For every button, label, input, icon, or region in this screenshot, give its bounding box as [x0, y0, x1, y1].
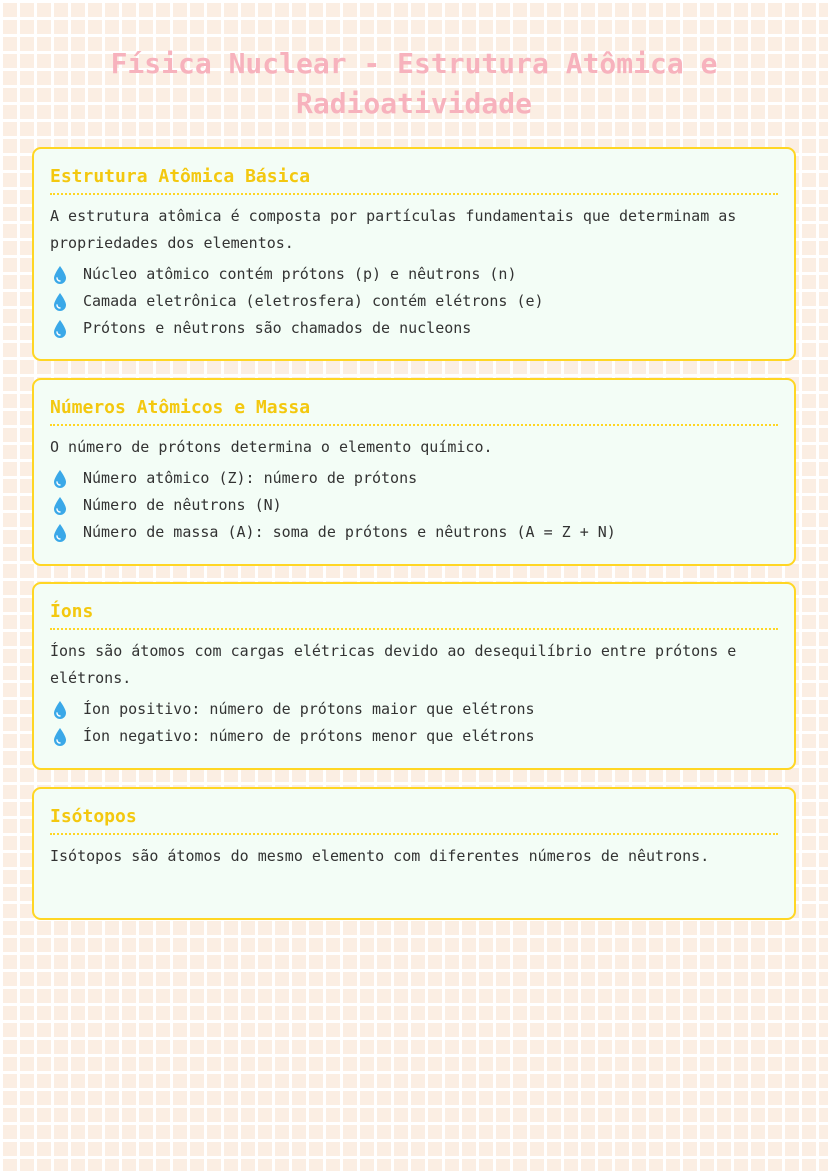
- section-text: Íons são átomos com cargas elétricas devido ao desequilíbrio entre prótons e elétrons.: [50, 642, 737, 687]
- water-drop-icon: [52, 727, 68, 747]
- water-drop-icon: [52, 292, 68, 312]
- list-item: [50, 723, 778, 750]
- section-card: [32, 378, 796, 566]
- list-item: [50, 288, 778, 315]
- list-item-text: Número de nêutrons (N): [83, 496, 282, 514]
- list-item: [50, 519, 778, 546]
- section-card: [32, 147, 796, 361]
- bullet-list: [50, 696, 778, 750]
- water-drop-icon: [52, 496, 68, 516]
- bullet-list: [50, 465, 778, 546]
- list-item-text: Camada eletrônica (eletrosfera) contém elétrons (e): [83, 292, 544, 310]
- section-text: Isótopos são átomos do mesmo elemento com diferentes números de nêutrons.: [50, 847, 710, 865]
- section-heading: Estrutura Atômica Básica: [50, 163, 778, 195]
- list-item-text: Íon negativo: número de prótons menor que elétrons: [83, 727, 535, 745]
- section-heading: Números Atômicos e Massa: [50, 394, 778, 426]
- bullet-list: [50, 261, 778, 342]
- water-drop-icon: [52, 700, 68, 720]
- water-drop-icon: [52, 469, 68, 489]
- list-item-text: Número de massa (A): soma de prótons e nêutrons (A = Z + N): [83, 523, 616, 541]
- section-heading: Isótopos: [50, 803, 778, 835]
- water-drop-icon: [52, 523, 68, 543]
- water-drop-icon: [52, 265, 68, 285]
- section-card: [32, 582, 796, 770]
- list-item-text: Núcleo atômico contém prótons (p) e nêutrons (n): [83, 265, 517, 283]
- list-item: [50, 315, 778, 342]
- section-heading: Íons: [50, 598, 778, 630]
- section-text: O número de prótons determina o elemento químico.: [50, 438, 493, 456]
- water-drop-icon: [52, 319, 68, 339]
- list-item: [50, 261, 778, 288]
- section-card: [32, 787, 796, 920]
- list-item: [50, 492, 778, 519]
- list-item: [50, 465, 778, 492]
- list-item: [50, 696, 778, 723]
- page-title: Física Nuclear - Estrutura Atômica e Radioatividade: [110, 47, 718, 120]
- list-item-text: Número atômico (Z): número de prótons: [83, 469, 418, 487]
- list-item-text: Íon positivo: número de prótons maior que elétrons: [83, 700, 535, 718]
- section-text: A estrutura atômica é composta por partículas fundamentais que determinam as propriedades dos elementos.: [50, 207, 737, 252]
- list-item-text: Prótons e nêutrons são chamados de nucleons: [83, 319, 472, 337]
